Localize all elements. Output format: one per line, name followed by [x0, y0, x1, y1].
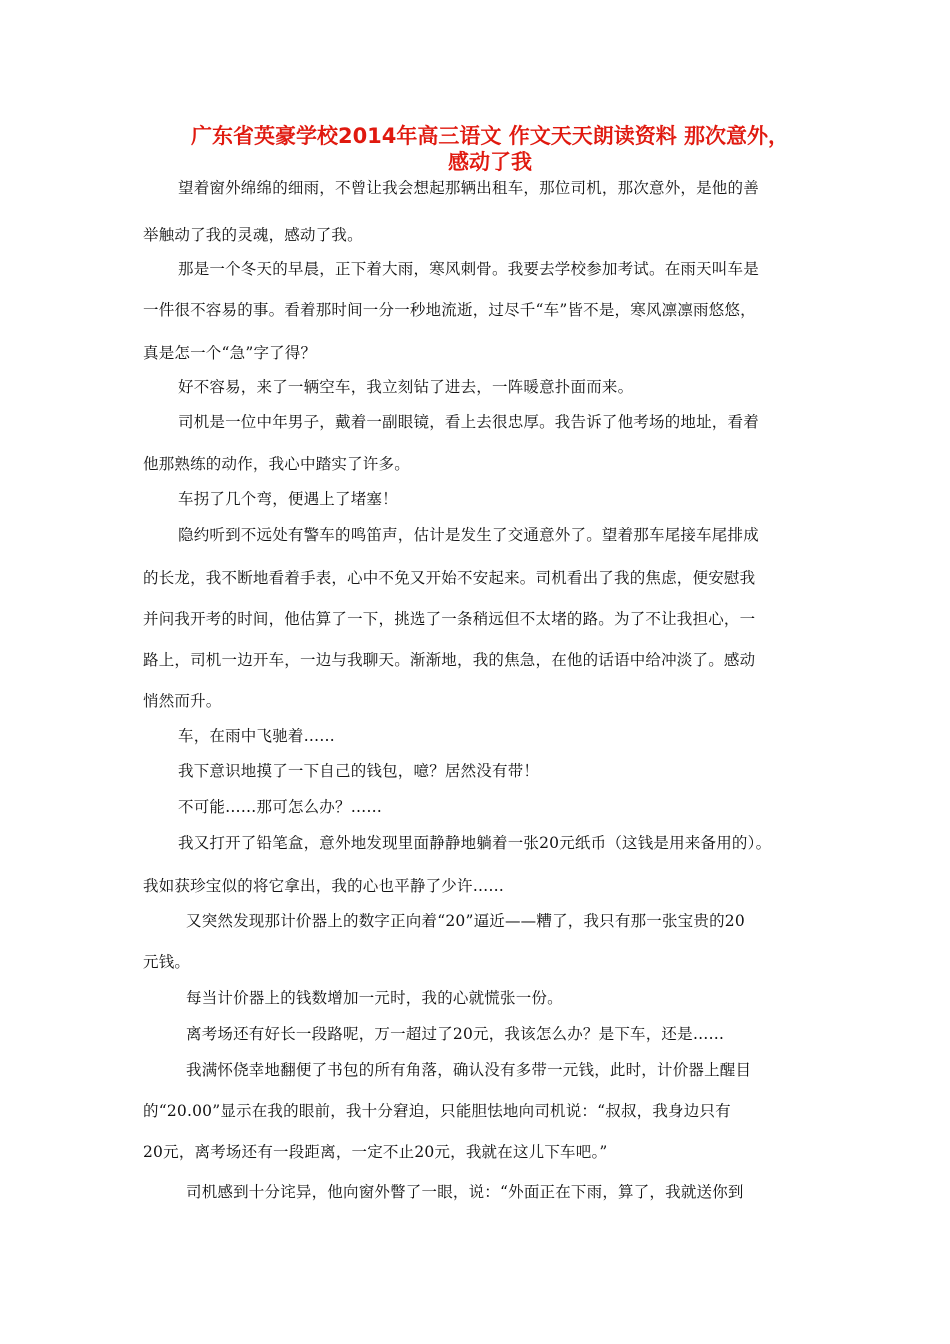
body-line: 举触动了我的灵魂，感动了我。: [143, 226, 363, 244]
body-line: 我满怀侥幸地翻便了书包的所有角落，确认没有多带一元钱，此时，计价器上醒目: [186, 1061, 752, 1079]
body-line: 每当计价器上的钱数增加一元时，我的心就慌张一份。: [186, 989, 563, 1007]
body-line: 司机感到十分诧异，他向窗外瞥了一眼，说：“外面正在下雨，算了，我就送你到: [186, 1183, 744, 1201]
body-line: 的长龙，我不断地看着手表，心中不免又开始不安起来。司机看出了我的焦虑，便安慰我: [143, 569, 756, 587]
body-line: 一件很不容易的事。看着那时间一分一秒地流逝，过尽千“车”皆不是，寒风凛凛雨悠悠，: [143, 301, 756, 319]
body-line: 的“20.00”显示在我的眼前，我十分窘迫，只能胆怯地向司机说：“叔叔，我身边只有: [143, 1102, 731, 1120]
body-line: 我如获珍宝似的将它拿出，我的心也平静了少许……: [143, 877, 505, 895]
document-title-line-1: 广东省英豪学校2014年高三语文 作文天天朗读资料 那次意外，: [190, 124, 790, 148]
body-line: 不可能……那可怎么办？……: [178, 798, 383, 816]
body-line: 路上，司机一边开车，一边与我聊天。渐渐地，我的焦急，在他的话语中给冲淡了。感动: [143, 651, 756, 669]
body-line: 好不容易，来了一辆空车，我立刻钻了进去，一阵暖意扑面而来。: [178, 378, 634, 396]
body-line: 我下意识地摸了一下自己的钱包，噫？居然没有带！: [178, 762, 540, 780]
document-title-line-2: 感动了我: [448, 150, 532, 174]
body-line: 离考场还有好长一段路呢，万一超过了20元，我该怎么办？是下车，还是……: [186, 1025, 725, 1043]
body-line: 他那熟练的动作，我心中踏实了许多。: [143, 455, 410, 473]
body-line: 司机是一位中年男子，戴着一副眼镜，看上去很忠厚。我告诉了他考场的地址，看着: [178, 413, 759, 431]
body-line: 车拐了几个弯，便遇上了堵塞！: [178, 490, 398, 508]
body-line: 并问我开考的时间，他估算了一下，挑选了一条稍远但不太堵的路。为了不让我担心，一: [143, 610, 756, 628]
body-line: 20元，离考场还有一段距离，一定不止20元，我就在这儿下车吧。”: [143, 1143, 608, 1161]
body-line: 悄然而升。: [143, 692, 222, 710]
body-line: 望着窗外绵绵的细雨，不曾让我会想起那辆出租车，那位司机，那次意外，是他的善: [178, 179, 759, 197]
body-line: 真是怎一个“急”字了得？: [143, 344, 317, 362]
body-line: 车，在雨中飞驰着……: [178, 727, 336, 745]
body-line: 元钱。: [143, 953, 191, 971]
body-line: 隐约听到不远处有警车的鸣笛声，估计是发生了交通意外了。望着那车尾接车尾排成: [178, 526, 759, 544]
body-line: 那是一个冬天的早晨，正下着大雨，寒风刺骨。我要去学校参加考试。在雨天叫车是: [178, 260, 759, 278]
body-line: 我又打开了铅笔盒，意外地发现里面静静地躺着一张20元纸币（这钱是用来备用的）。: [178, 834, 772, 852]
body-line: 又突然发现那计价器上的数字正向着“20”逼近——糟了，我只有那一张宝贵的20: [186, 912, 745, 930]
